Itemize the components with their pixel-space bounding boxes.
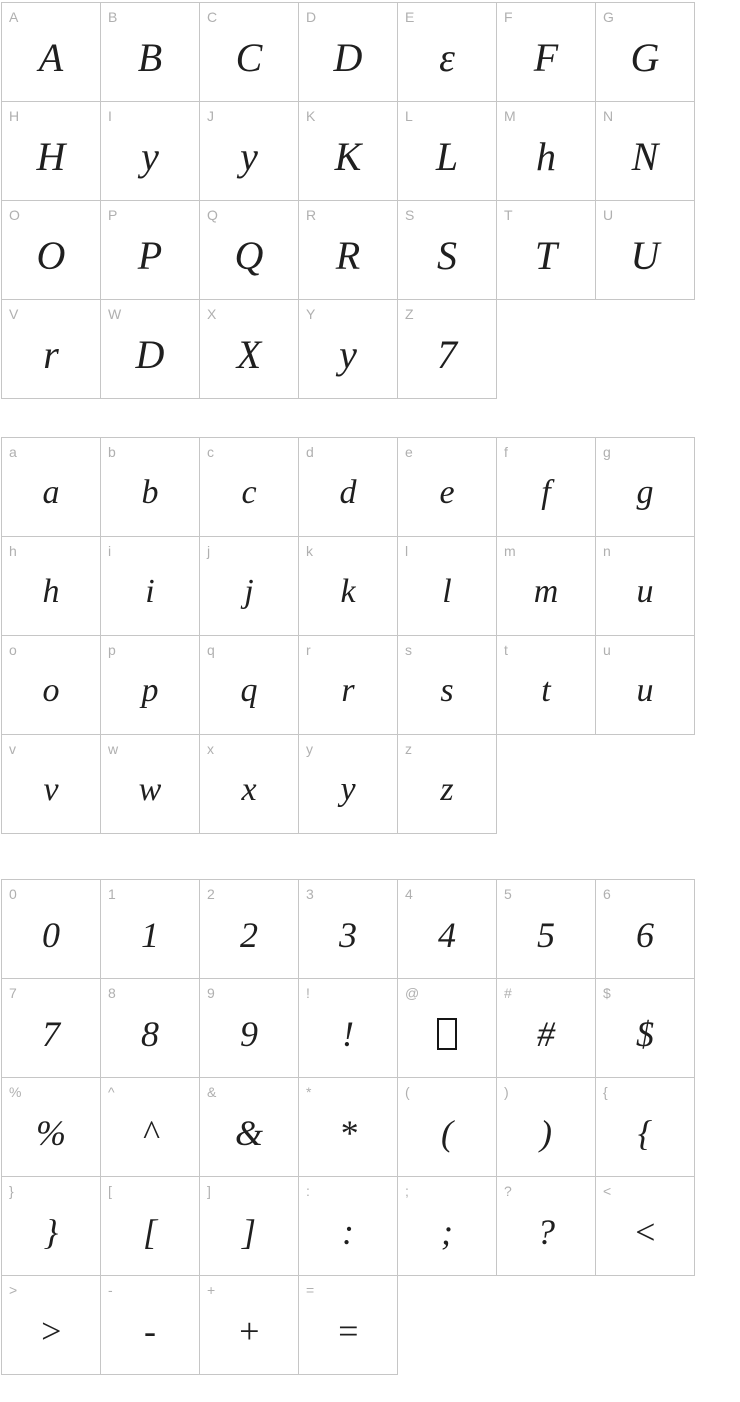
cell-label: {	[603, 1084, 609, 1100]
cell-label: u	[603, 642, 612, 658]
glyph-cell	[199, 635, 299, 735]
glyph-cell	[298, 437, 398, 537]
cell-glyph: L	[435, 133, 459, 179]
cell-label: 7	[9, 985, 18, 1001]
glyph-cell	[199, 200, 299, 300]
glyph-cell	[100, 101, 200, 201]
glyph-cell	[298, 1275, 398, 1375]
cell-label: ;	[405, 1183, 410, 1199]
cell-glyph: v	[43, 770, 59, 808]
cell-glyph: h	[536, 133, 556, 179]
cell-glyph: d	[339, 473, 357, 511]
cell-label: T	[504, 207, 514, 223]
cell-glyph: q	[240, 671, 258, 709]
cell-glyph: y	[141, 133, 159, 179]
cell-glyph: {	[637, 1112, 653, 1153]
glyph-cell	[397, 2, 497, 102]
cell-label: s	[405, 642, 413, 658]
glyph-cell	[100, 1275, 200, 1375]
glyph-cell	[1, 536, 101, 636]
cell-glyph: o	[42, 671, 60, 709]
glyph-cell	[199, 1176, 299, 1276]
glyph-cell	[595, 1176, 695, 1276]
glyph-row	[1, 299, 740, 399]
glyph-row	[1, 536, 740, 636]
cell-glyph: y	[340, 770, 356, 808]
cell-label: E	[405, 9, 415, 25]
cell-glyph: :	[342, 1211, 354, 1252]
cell-glyph: f	[541, 473, 551, 511]
cell-label: :	[306, 1183, 311, 1199]
cell-glyph: (	[441, 1112, 453, 1153]
glyph-cell	[298, 635, 398, 735]
cell-label: N	[603, 108, 614, 124]
glyph-cell	[595, 978, 695, 1078]
glyph-cell	[298, 299, 398, 399]
cell-glyph: R	[335, 232, 361, 278]
glyph-row	[1, 734, 740, 834]
cell-label: i	[108, 543, 112, 559]
cell-label: ^	[108, 1084, 116, 1100]
cell-glyph: G	[630, 34, 660, 80]
cell-label: <	[603, 1183, 612, 1199]
glyph-cell	[397, 1077, 497, 1177]
cell-label: )	[504, 1084, 510, 1100]
cell-glyph: 2	[240, 914, 258, 955]
cell-label: }	[9, 1183, 15, 1199]
glyph-cell	[100, 437, 200, 537]
cell-label: !	[306, 985, 311, 1001]
cell-glyph: 5	[537, 914, 555, 955]
cell-glyph: 1	[141, 914, 159, 955]
glyph-cell	[496, 200, 596, 300]
glyph-cell	[496, 437, 596, 537]
cell-label: a	[9, 444, 18, 460]
cell-label: w	[108, 741, 119, 757]
glyph-cell	[199, 437, 299, 537]
cell-label: 5	[504, 886, 513, 902]
cell-label: &	[207, 1084, 217, 1100]
cell-glyph: }	[43, 1211, 59, 1252]
cell-glyph: u	[636, 671, 654, 709]
cell-label: x	[207, 741, 215, 757]
cell-glyph: e	[439, 473, 455, 511]
cell-glyph: C	[235, 34, 263, 80]
cell-glyph: X	[236, 331, 262, 377]
glyph-row	[1, 2, 740, 102]
glyph-cell	[298, 101, 398, 201]
glyph-row	[1, 1077, 740, 1177]
cell-label: B	[108, 9, 118, 25]
cell-glyph: A	[38, 34, 64, 80]
cell-glyph: >	[38, 1310, 64, 1351]
cell-glyph: %	[36, 1112, 66, 1153]
cell-label: A	[9, 9, 19, 25]
glyph-cell	[397, 101, 497, 201]
glyph-cell	[397, 200, 497, 300]
cell-glyph: K	[334, 133, 362, 179]
cell-label: j	[207, 543, 211, 559]
glyph-cell	[1, 1275, 101, 1375]
glyph-cell	[397, 879, 497, 979]
glyph-cell	[100, 1077, 200, 1177]
glyph-cell	[199, 2, 299, 102]
cell-label: f	[504, 444, 509, 460]
cell-glyph: O	[36, 232, 66, 278]
cell-glyph: 7	[42, 1013, 60, 1054]
glyph-cell	[298, 978, 398, 1078]
cell-glyph: Q	[234, 232, 264, 278]
cell-label: C	[207, 9, 218, 25]
cell-label: 8	[108, 985, 117, 1001]
glyph-cell	[100, 200, 200, 300]
cell-glyph: *	[339, 1112, 357, 1153]
cell-glyph: c	[241, 473, 257, 511]
cell-glyph: ^	[142, 1112, 158, 1153]
glyph-row	[1, 437, 740, 537]
cell-glyph: $	[636, 1013, 654, 1054]
glyph-cell	[199, 978, 299, 1078]
glyph-cell	[1, 879, 101, 979]
cell-glyph: H	[36, 133, 66, 179]
cell-glyph: 3	[339, 914, 357, 955]
glyph-cell	[397, 536, 497, 636]
glyph-cell	[397, 1176, 497, 1276]
glyph-cell	[298, 1077, 398, 1177]
cell-glyph: p	[141, 671, 159, 709]
glyph-cell	[100, 734, 200, 834]
cell-label: W	[108, 306, 122, 322]
cell-label: X	[207, 306, 217, 322]
glyph-cell	[1, 2, 101, 102]
glyph-cell	[100, 1176, 200, 1276]
cell-label: 1	[108, 886, 117, 902]
glyph-cell	[397, 437, 497, 537]
glyph-cell	[1, 978, 101, 1078]
cell-glyph: r	[43, 331, 59, 377]
glyph-cell	[496, 1176, 596, 1276]
cell-glyph: 0	[42, 914, 60, 955]
glyph-cell	[595, 879, 695, 979]
cell-label: p	[108, 642, 117, 658]
lowercase-section	[1, 437, 740, 834]
cell-glyph: #	[537, 1013, 555, 1054]
glyph-cell	[496, 536, 596, 636]
cell-glyph: D	[135, 331, 165, 377]
glyph-cell	[1, 1176, 101, 1276]
cell-glyph: F	[533, 34, 559, 80]
cell-glyph: N	[631, 133, 659, 179]
glyph-row	[1, 1176, 740, 1276]
cell-label: 6	[603, 886, 612, 902]
cell-label: -	[108, 1282, 114, 1298]
cell-label: #	[504, 985, 513, 1001]
glyph-cell	[595, 635, 695, 735]
glyph-cell	[199, 299, 299, 399]
glyph-cell	[595, 1077, 695, 1177]
cell-label: L	[405, 108, 414, 124]
cell-label: q	[207, 642, 216, 658]
cell-label: 3	[306, 886, 315, 902]
cell-glyph: ε	[439, 34, 455, 80]
cell-glyph: )	[540, 1112, 552, 1153]
cell-label: D	[306, 9, 317, 25]
glyph-cell	[100, 978, 200, 1078]
cell-label: t	[504, 642, 509, 658]
cell-glyph: g	[636, 473, 654, 511]
cell-label: S	[405, 207, 415, 223]
glyph-cell	[298, 879, 398, 979]
glyph-cell	[199, 734, 299, 834]
cell-label: 9	[207, 985, 216, 1001]
glyph-cell	[298, 2, 398, 102]
cell-label: $	[603, 985, 612, 1001]
glyph-cell	[397, 635, 497, 735]
glyph-cell	[298, 1176, 398, 1276]
glyph-cell	[595, 2, 695, 102]
cell-label: (	[405, 1084, 411, 1100]
cell-label: *	[306, 1084, 312, 1100]
cell-glyph: =	[335, 1310, 361, 1351]
cell-label: c	[207, 444, 215, 460]
cell-label: G	[603, 9, 615, 25]
cell-glyph: x	[241, 770, 257, 808]
cell-glyph: <	[632, 1211, 658, 1252]
character-map	[0, 2, 740, 1375]
cell-label: =	[306, 1282, 315, 1298]
glyph-cell	[199, 879, 299, 979]
cell-label: l	[405, 543, 409, 559]
cell-glyph: m	[533, 572, 559, 610]
cell-glyph: S	[437, 232, 457, 278]
glyph-row	[1, 879, 740, 979]
cell-glyph: b	[141, 473, 159, 511]
glyph-row	[1, 101, 740, 201]
glyph-cell	[1, 101, 101, 201]
uppercase-section	[1, 2, 740, 399]
glyph-cell	[1, 437, 101, 537]
cell-label: o	[9, 642, 18, 658]
cell-glyph: P	[137, 232, 163, 278]
cell-label: n	[603, 543, 612, 559]
glyph-row	[1, 978, 740, 1078]
cell-glyph: r	[341, 671, 355, 709]
glyph-cell	[595, 200, 695, 300]
cell-glyph: -	[144, 1310, 156, 1351]
cell-label: J	[207, 108, 215, 124]
glyph-cell	[496, 635, 596, 735]
cell-label: g	[603, 444, 612, 460]
cell-glyph: y	[240, 133, 258, 179]
glyph-cell	[298, 536, 398, 636]
glyph-cell	[1, 635, 101, 735]
cell-label: R	[306, 207, 317, 223]
cell-label: v	[9, 741, 17, 757]
glyph-row	[1, 635, 740, 735]
glyph-cell	[100, 635, 200, 735]
glyph-cell	[496, 1077, 596, 1177]
glyph-cell	[100, 536, 200, 636]
cell-label: P	[108, 207, 118, 223]
cell-label: b	[108, 444, 117, 460]
cell-glyph: ]	[241, 1211, 257, 1252]
cell-label: >	[9, 1282, 18, 1298]
cell-label: m	[504, 543, 517, 559]
cell-label: V	[9, 306, 19, 322]
glyph-cell	[595, 536, 695, 636]
cell-glyph: l	[442, 572, 452, 610]
cell-glyph: B	[137, 34, 163, 80]
glyph-row	[1, 1275, 740, 1375]
cell-glyph: k	[340, 572, 356, 610]
cell-label: Q	[207, 207, 219, 223]
cell-label: M	[504, 108, 517, 124]
cell-label: @	[405, 985, 420, 1001]
cell-label: z	[405, 741, 413, 757]
cell-label: K	[306, 108, 316, 124]
cell-glyph: s	[440, 671, 454, 709]
cell-label: k	[306, 543, 314, 559]
cell-glyph: 6	[636, 914, 654, 955]
cell-glyph: h	[42, 572, 60, 610]
cell-label: 4	[405, 886, 414, 902]
cell-label: d	[306, 444, 315, 460]
cell-glyph: ?	[537, 1211, 555, 1252]
cell-label: F	[504, 9, 514, 25]
glyph-cell	[199, 1275, 299, 1375]
glyph-cell	[298, 734, 398, 834]
cell-glyph: D	[333, 34, 363, 80]
cell-glyph: u	[636, 572, 654, 610]
cell-glyph: j	[244, 572, 254, 610]
numbers-and-symbols-section	[1, 879, 740, 1375]
glyph-cell	[100, 299, 200, 399]
cell-label: ?	[504, 1183, 513, 1199]
glyph-cell	[397, 734, 497, 834]
cell-label: Z	[405, 306, 415, 322]
glyph-cell	[1, 200, 101, 300]
cell-glyph: y	[339, 331, 357, 377]
cell-glyph: w	[138, 770, 162, 808]
glyph-cell	[397, 978, 497, 1078]
cell-glyph: !	[342, 1013, 354, 1054]
cell-label: r	[306, 642, 312, 658]
cell-glyph: i	[145, 572, 155, 610]
glyph-cell	[595, 101, 695, 201]
cell-glyph: ;	[441, 1211, 453, 1252]
glyph-cell	[199, 1077, 299, 1177]
glyph-cell	[1, 734, 101, 834]
glyph-row	[1, 200, 740, 300]
cell-label: y	[306, 741, 314, 757]
cell-glyph: [	[142, 1211, 158, 1252]
cell-label: [	[108, 1183, 113, 1199]
cell-label: U	[603, 207, 614, 223]
cell-glyph: &	[234, 1112, 264, 1153]
cell-glyph: T	[534, 232, 558, 278]
cell-label: e	[405, 444, 414, 460]
cell-label: I	[108, 108, 113, 124]
cell-glyph	[437, 1018, 457, 1050]
glyph-cell	[1, 299, 101, 399]
cell-glyph: t	[541, 671, 551, 709]
glyph-cell	[1, 1077, 101, 1177]
glyph-cell	[199, 536, 299, 636]
cell-glyph: z	[440, 770, 454, 808]
cell-glyph: 9	[240, 1013, 258, 1054]
cell-glyph: a	[42, 473, 60, 511]
glyph-cell	[496, 978, 596, 1078]
cell-label: h	[9, 543, 18, 559]
cell-glyph: 8	[141, 1013, 159, 1054]
cell-glyph: 4	[438, 914, 456, 955]
missing-glyph-box	[437, 1018, 457, 1050]
cell-label: ]	[207, 1183, 212, 1199]
glyph-cell	[100, 879, 200, 979]
glyph-cell	[496, 879, 596, 979]
cell-glyph: +	[236, 1310, 262, 1351]
cell-label: 0	[9, 886, 18, 902]
glyph-cell	[496, 2, 596, 102]
cell-label: O	[9, 207, 21, 223]
glyph-cell	[595, 437, 695, 537]
glyph-cell	[496, 101, 596, 201]
glyph-cell	[397, 299, 497, 399]
glyph-cell	[100, 2, 200, 102]
cell-label: %	[9, 1084, 22, 1100]
cell-label: 2	[207, 886, 216, 902]
cell-glyph: U	[630, 232, 660, 278]
glyph-cell	[298, 200, 398, 300]
glyph-cell	[199, 101, 299, 201]
cell-label: H	[9, 108, 20, 124]
cell-label: +	[207, 1282, 216, 1298]
cell-label: Y	[306, 306, 316, 322]
cell-glyph: 7	[437, 331, 457, 377]
